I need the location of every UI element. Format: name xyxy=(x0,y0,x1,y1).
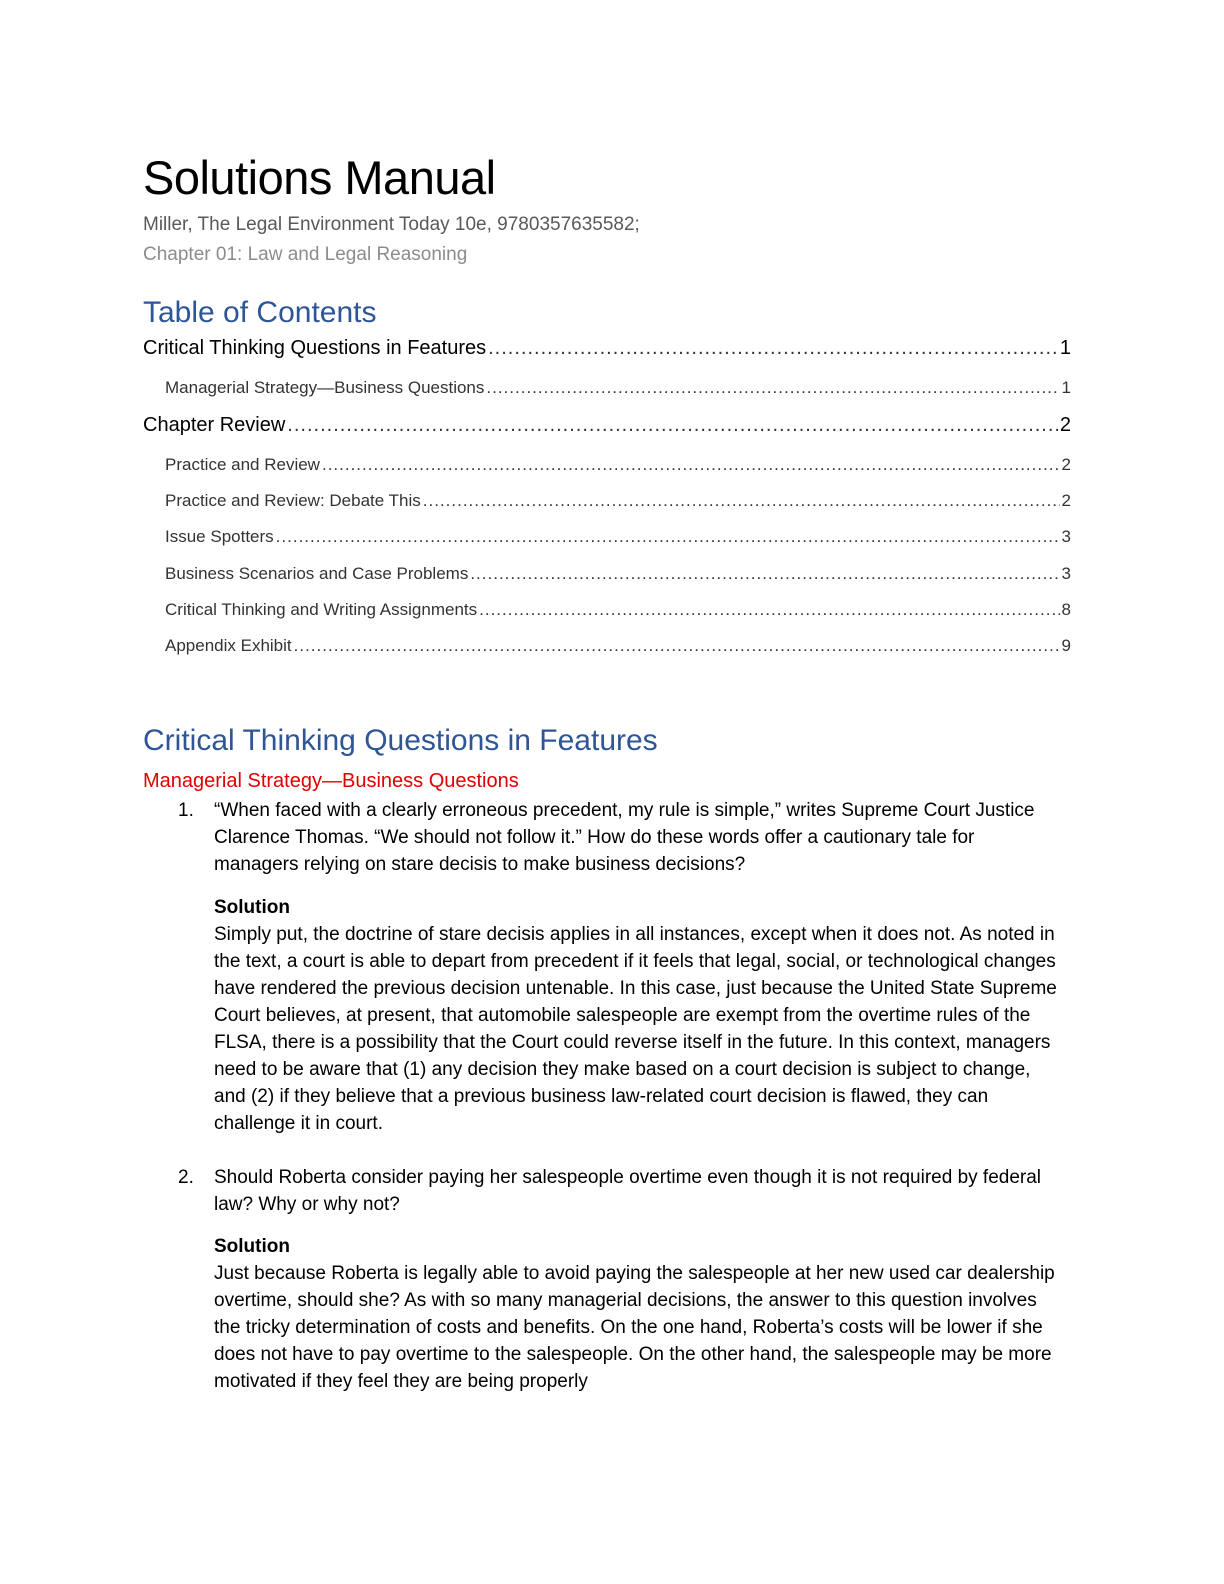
toc-entry-label: Critical Thinking and Writing Assignments xyxy=(165,600,478,619)
toc-entry-appendix-exhibit[interactable] xyxy=(165,636,1071,656)
toc-entry-label: Practice and Review: Debate This xyxy=(165,491,421,510)
toc-dot-leader xyxy=(322,455,1060,475)
toc-entry-page: 9 xyxy=(1061,636,1071,655)
toc-entry-page: 2 xyxy=(1061,491,1071,510)
toc-entry-page: 3 xyxy=(1061,527,1071,546)
toc-entry-label: Critical Thinking Questions in Features xyxy=(143,337,487,359)
solution-text: Just because Roberta is legally able to avoid paying the salespeople at her new used car dealership overtime, should she? As with so many managerial decisions, the answer to this question involves the tricky determination of costs and benefits. On the one hand, Roberta’s costs will be lower if she does not have to pay overtime to the salespeople. On the other hand, the salespeople may be more motivated if they feel they are being properly xyxy=(214,1263,1055,1392)
question-text: Should Roberta consider paying her salespeople overtime even though it is not required by federal law? Why or why not? xyxy=(214,1167,1042,1215)
toc-entry-managerial-strategy[interactable] xyxy=(165,378,1071,398)
toc-dot-leader xyxy=(479,600,1059,620)
toc-entry-critical-thinking-questions[interactable] xyxy=(143,337,1071,360)
toc-entry-label: Practice and Review xyxy=(165,455,320,474)
toc-dot-leader xyxy=(294,636,1060,656)
toc-entry-label: Issue Spotters xyxy=(165,527,274,546)
toc-entry-page: 1 xyxy=(1059,337,1071,359)
question-number: 2. xyxy=(178,1167,194,1188)
toc-entry-label: Managerial Strategy—Business Questions xyxy=(165,378,485,397)
chapter-title: Chapter 01: Law and Legal Reasoning xyxy=(143,244,468,265)
toc-dot-leader xyxy=(423,491,1060,511)
toc-entry-page: 2 xyxy=(1061,455,1071,474)
toc-entry-label: Appendix Exhibit xyxy=(165,636,292,655)
toc-entry-label: Chapter Review xyxy=(143,414,286,436)
toc-dot-leader xyxy=(488,337,1058,360)
toc-entry-issue-spotters[interactable] xyxy=(165,527,1071,547)
toc-entry-practice-and-review[interactable] xyxy=(165,455,1071,475)
toc-heading: Table of Contents xyxy=(143,296,377,329)
toc-entry-label: Business Scenarios and Case Problems xyxy=(165,564,469,583)
toc-dot-leader xyxy=(470,564,1059,584)
toc-dot-leader xyxy=(287,414,1058,437)
solution-label: Solution xyxy=(214,897,290,918)
toc-entry-debate-this[interactable] xyxy=(165,491,1071,511)
book-citation: Miller, The Legal Environment Today 10e, 9780357635582; xyxy=(143,214,640,235)
toc-entry-business-scenarios[interactable] xyxy=(165,564,1071,584)
section-heading: Critical Thinking Questions in Features xyxy=(143,724,658,757)
toc-dot-leader xyxy=(276,527,1060,547)
toc-entry-page: 3 xyxy=(1061,564,1071,583)
toc-entry-page: 8 xyxy=(1061,600,1071,619)
question-text: “When faced with a clearly erroneous precedent, my rule is simple,” writes Supreme Court Justice Clarence Thomas. “We should not follow it.” How do these words offer a cautionary tale for managers relying on stare decisis to make business decisions? xyxy=(214,800,1035,875)
solution-label: Solution xyxy=(214,1236,290,1257)
document-title: Solutions Manual xyxy=(143,151,496,204)
solution-text: Simply put, the doctrine of stare decisis applies in all instances, except when it does not. As noted in the text, a court is able to depart from precedent if it feels that legal, social, or technological changes have rendered the previous decision untenable. In this case, just because the United State Supreme Court believes, at present, that automobile salespeople are exempt from the overtime rules of the FLSA, there is a possibility that the Court could reverse itself in the future. In this context, managers need to be aware that (1) any decision they make based on a court decision is subject to change, and (2) if they believe that a previous business law-related court decision is flawed, they can challenge it in court. xyxy=(214,924,1057,1134)
toc-dot-leader xyxy=(486,378,1059,398)
toc-entry-writing-assignments[interactable] xyxy=(165,600,1071,620)
toc-entry-chapter-review[interactable] xyxy=(143,414,1071,437)
question-number: 1. xyxy=(178,800,194,821)
toc-entry-page: 1 xyxy=(1061,378,1071,397)
section-subheading: Managerial Strategy—Business Questions xyxy=(143,770,519,792)
toc-entry-page: 2 xyxy=(1059,414,1071,436)
